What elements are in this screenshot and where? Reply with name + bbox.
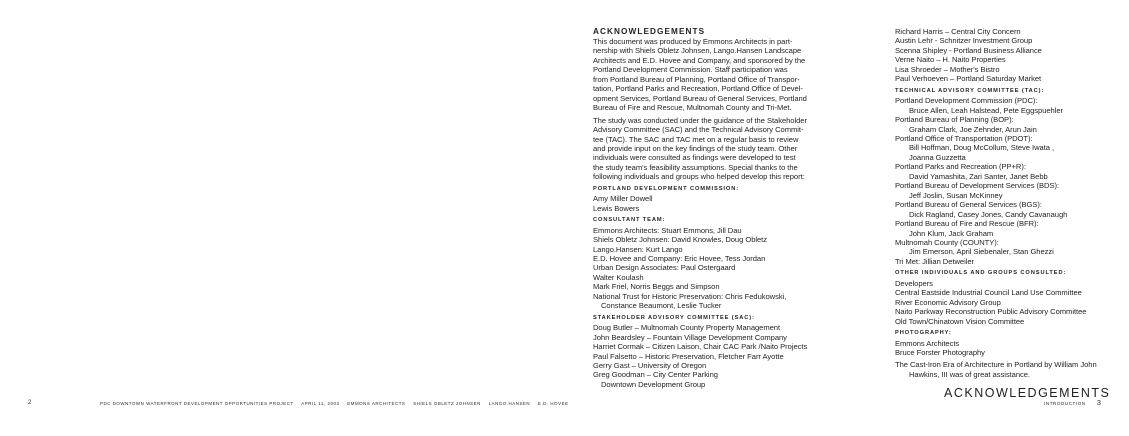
- list-item: Central Eastside Industrial Council Land Use Committee: [895, 288, 1082, 298]
- tac-members: Dick Ragland, Casey Jones, Candy Cavanaugh: [909, 209, 1068, 219]
- text-line: The study was conducted under the guidance of the Stakeholder: [593, 115, 807, 125]
- footer-project: PDC DOWNTOWN WATERFRONT DEVELOPMENT OPPORTUNITIES PROJECT: [100, 401, 294, 406]
- tac-org: Portland Bureau of General Services (BGS):: [895, 200, 1042, 210]
- tac-org: Multnomah County (COUNTY):: [895, 237, 999, 247]
- section-subtitle: INTRODUCTION: [1044, 401, 1086, 406]
- photography-section: [895, 329, 1117, 357]
- intro-paragraph: [593, 37, 805, 113]
- list-item: Naito Parkway Reconstruction Public Advisory Committee: [895, 307, 1087, 317]
- list-item: Lewis Bowers: [593, 203, 640, 213]
- text-line: opment Services, Portland Bureau of General Services, Portland: [593, 93, 807, 103]
- tac-members: Graham Clark, Joe Zehnder, Arun Jain: [909, 124, 1037, 134]
- tac-members: Jim Emerson, April Siebenaler, Stan Ghezzi: [909, 247, 1054, 257]
- list-item: Shiels Obletz Johnsen: David Knowles, Doug Obletz: [593, 235, 767, 245]
- text-line: tee (TAC). The SAC and TAC met on a regular basis to review: [593, 134, 799, 144]
- text-line: nership with Shiels Obletz Johnsen, Lango.Hansen Landscape: [593, 46, 802, 56]
- list-item: National Trust for Historic Preservation: Chris Fedukowski,: [593, 291, 787, 301]
- text-line: following individuals and groups who helped develop this report:: [593, 172, 805, 182]
- list-item: Urban Design Associates: Paul Ostergaard: [593, 263, 736, 273]
- section-label: PORTLAND DEVELOPMENT COMMISSION:: [593, 185, 740, 192]
- text-line: This document was produced by Emmons Architects in part-: [593, 37, 793, 46]
- text-line: from Portland Bureau of Planning, Portland Office of Transpor-: [593, 74, 800, 84]
- section-label: PHOTOGRAPHY:: [895, 330, 952, 337]
- list-item: Old Town/Chinatown Vision Committee: [895, 316, 1025, 326]
- page-number-left: 2: [28, 400, 32, 406]
- list-item: River Economic Advisory Group: [895, 297, 1001, 307]
- tac-org: Portland Parks and Recreation (PP+R):: [895, 162, 1026, 172]
- text-line: individuals were consulted as findings were developed to test: [593, 153, 796, 163]
- text-line: Portland Development Commission. Staff participation was: [593, 65, 788, 75]
- pdc-section: [593, 185, 805, 213]
- list-item: Walter Koulash: [593, 272, 644, 282]
- tac-members: Bill Hoffman, Doug McCollum, Steve Iwata ,: [909, 143, 1055, 153]
- text-line: the study team's feasibility assumptions. Special thanks to the: [593, 162, 798, 172]
- list-item: Doug Butler – Multnomah County Property Management: [593, 323, 781, 333]
- footer-credits: [100, 401, 575, 406]
- footer-firm-emmons: EMMONS ARCHITECTS: [347, 401, 406, 406]
- tac-members: David Yamashita, Zari Santer, Janet Bebb: [909, 171, 1048, 181]
- list-item: Lango.Hansen: Kurt Lango: [593, 244, 683, 254]
- tac-members: Jeff Joslin, Susan McKinney: [909, 190, 1003, 200]
- tac-members: Joanna Guzzetta: [909, 152, 966, 162]
- list-item: Emmons Architects: Stuart Emmons, Jill Dau: [593, 225, 742, 235]
- section-label: STAKEHOLDER ADVISORY COMMITTEE (SAC):: [593, 314, 755, 321]
- text-line: Hawkins, III was of great assistance.: [909, 369, 1030, 379]
- list-item: Richard Harris – Central City Concern: [895, 27, 1021, 36]
- consultant-section: [593, 216, 805, 311]
- text-line: Architects and E.D. Hovee and Company, and sponsored by the: [593, 55, 806, 65]
- text-line: Bureau of Fire and Rescue, Multnomah County and Tri-Met.: [593, 103, 792, 113]
- tac-members: John Klum, Jack Graham: [909, 228, 994, 238]
- list-item: Mark Friel, Norris Beggs and Simpson: [593, 282, 720, 292]
- footer-date: APRIL 11, 2003: [301, 401, 340, 406]
- list-item: Developers: [895, 278, 933, 288]
- sac-section: [593, 314, 808, 390]
- sac-continued: [895, 27, 1117, 84]
- list-item: Gerry Gast – University of Oregon: [593, 360, 707, 370]
- tac-members: Bruce Allen, Leah Halstead, Pete Eggspuehler: [909, 105, 1063, 115]
- list-item: Paul Verhoeven – Portland Saturday Market: [895, 74, 1042, 84]
- text-line: The Cast-Iron Era of Architecture in Portland by William John: [895, 360, 1097, 370]
- footer-firm-shiels: SHIELS OBLETZ JOHNSEN: [413, 401, 481, 406]
- section-title: ACKNOWLEDGEMENTS: [944, 386, 1111, 400]
- closing-note: [895, 360, 1117, 379]
- list-item: Lisa Shroeder – Mother's Bistro: [895, 64, 1000, 74]
- column-right: [895, 27, 1117, 379]
- list-item-continuation: Constance Beaumont, Leslie Tucker: [601, 301, 722, 311]
- list-item: Amy Miller Dowell: [593, 194, 653, 204]
- list-item: John Beardsley – Fountain Village Development Company: [593, 332, 787, 342]
- list-item: Greg Goodman – City Center Parking: [593, 370, 718, 380]
- tac-org: Portland Bureau of Fire and Rescue (BFR):: [895, 219, 1039, 229]
- column-left: [593, 27, 808, 389]
- tac-org: Portland Development Commission (PDC):: [895, 96, 1038, 106]
- text-line: tation, Portland Parks and Recreation, Portland Office of Devel-: [593, 84, 803, 94]
- list-item: Harriet Cormak – Citizen Laison, Chair CAC Park /Naito Projects: [593, 342, 808, 352]
- tac-org: Portland Bureau of Planning (BOP):: [895, 115, 1014, 125]
- footer-firm-hovee: E.D. HOVEE: [537, 401, 569, 406]
- list-item-continuation: Downtown Development Group: [601, 379, 706, 389]
- other-section: [895, 269, 1117, 326]
- page-number-right: 3: [1097, 400, 1101, 407]
- list-item: Paul Falsetto – Historic Preservation, Fletcher Farr Ayotte: [593, 351, 784, 361]
- footer-firm-lango: LANGO.HANSEN: [488, 401, 531, 406]
- tac-org: Portland Bureau of Development Services (BDS):: [895, 181, 1059, 191]
- acknowledgements-heading: ACKNOWLEDGEMENTS: [593, 27, 706, 36]
- list-item: Austin Lehr - Schnitzer Investment Group: [895, 36, 1033, 46]
- right-page: [564, 0, 1129, 436]
- list-item: Bruce Forster Photography: [895, 347, 985, 357]
- list-item: Verne Naito – H. Naito Properties: [895, 55, 1006, 65]
- list-item: Scenna Shipley - Portland Business Alliance: [895, 45, 1042, 55]
- list-item: E.D. Hovee and Company: Eric Hovee, Tess Jordan: [593, 253, 766, 263]
- tac-trimet: Tri Met: Jillian Detweiler: [895, 256, 975, 266]
- section-label: TECHNICAL ADVISORY COMMITTEE (TAC):: [895, 87, 1045, 94]
- section-label: CONSULTANT TEAM:: [593, 217, 666, 224]
- tac-section: [895, 87, 1117, 267]
- guidance-paragraph: [593, 116, 805, 182]
- list-item: Emmons Architects: [895, 338, 960, 348]
- text-line: Advisory Committee (SAC) and the Technical Advisory Commit-: [593, 125, 804, 135]
- tac-org: Portland Office of Transportation (PDOT):: [895, 133, 1033, 143]
- section-label: OTHER INDIVIDUALS AND GROUPS CONSULTED:: [895, 270, 1067, 277]
- text-line: and provide input on the key findings of the study team. Other: [593, 143, 798, 153]
